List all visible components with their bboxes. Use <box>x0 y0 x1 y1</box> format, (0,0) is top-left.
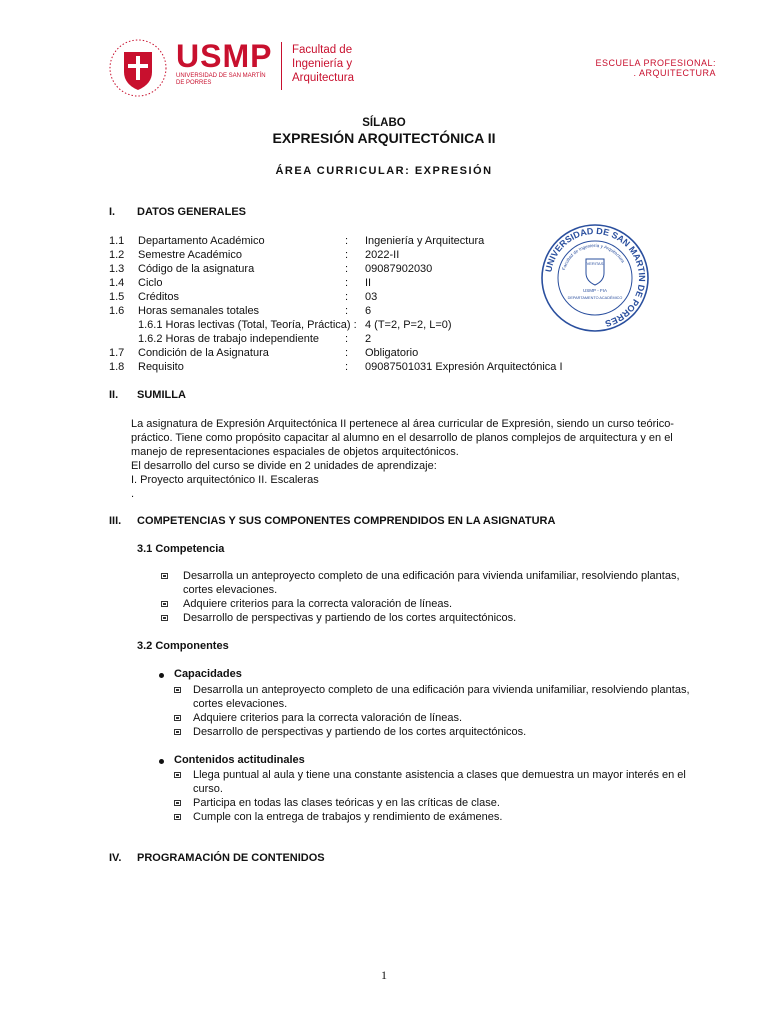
header-divider <box>281 42 282 90</box>
square-bullet-icon <box>174 800 181 806</box>
section-2-title: SUMILLA <box>137 389 186 401</box>
capacidades-heading: Capacidades <box>174 668 242 680</box>
brand-subtitle: UNIVERSIDAD DE SAN MARTÍN DE PORRES <box>176 73 266 86</box>
usmp-shield-logo <box>108 38 168 98</box>
svg-text:UNIVERSIDAD DE SAN MARTIN DE P: UNIVERSIDAD DE SAN MARTIN DE PORRES <box>543 225 648 329</box>
section-1-title: DATOS GENERALES <box>137 206 246 218</box>
square-bullet-icon <box>174 814 181 820</box>
square-bullet-icon <box>161 573 168 579</box>
section-3-title: COMPETENCIAS Y SUS COMPONENTES COMPRENDIDOS EN LA ASIGNATURA <box>137 515 556 527</box>
section-4-title: PROGRAMACIÓN DE CONTENIDOS <box>137 852 325 864</box>
doc-type-title: SÍLABO <box>362 117 406 129</box>
svg-text:Facultad de Ingeniería y Arqui: Facultad de Ingeniería y Arquitectura <box>561 242 626 271</box>
list-item: Adquiere criterios para la correcta valoración de líneas. <box>183 598 453 610</box>
competencia-heading: 3.1 Competencia <box>137 543 225 555</box>
list-item: Adquiere criterios para la correcta valoración de líneas. <box>193 712 463 724</box>
area-title: ÁREA CURRICULAR: EXPRESIÓN <box>275 165 493 177</box>
list-item: Participa en todas las clases teóricas y en las críticas de clase. <box>193 797 500 809</box>
svg-text:DEPARTAMENTO ACADÉMICO: DEPARTAMENTO ACADÉMICO <box>567 296 623 300</box>
list-item: Desarrolla un anteproyecto completo de una edificación para vivienda unifamiliar, resolviendo plantas, cortes elevaciones. <box>183 570 680 596</box>
list-item: Llega puntual al aula y tiene una constante asistencia a clases que demuestra un mayor interés en el curso. <box>193 769 686 795</box>
section-1-number: I. <box>109 206 116 218</box>
actitudinales-heading: Contenidos actitudinales <box>174 754 305 766</box>
svg-text:USMP - FIA: USMP - FIA <box>583 288 607 293</box>
department-seal-stamp <box>540 223 650 333</box>
square-bullet-icon <box>174 687 181 693</box>
sumilla-text: La asignatura de Expresión Arquitectónica II pertenece al área curricular de Expresión, siendo un curso teórico- práctico. Tiene como propósito capacitar al alumno en el desarrollo de planos complejos de arquitectura y en el manejo de representaciones espaciales de objetos arquitectónicos. El desarrollo del curso se divide en 2 unidades de aprendizaje: I. Proyecto arquitectónico II. Escaleras . <box>131 418 674 500</box>
brand-name: USMP <box>176 38 273 74</box>
list-item: Desarrollo de perspectivas y partiendo de los cortes arquitectónicos. <box>183 612 517 624</box>
square-bullet-icon <box>161 615 168 621</box>
page-number: 1 <box>381 968 387 982</box>
section-3-number: III. <box>109 515 122 527</box>
square-bullet-icon <box>174 772 181 778</box>
list-item: Desarrollo de perspectivas y partiendo de los cortes arquitectónicos. <box>193 726 527 738</box>
round-bullet-icon <box>159 673 164 678</box>
square-bullet-icon <box>174 715 181 721</box>
list-item: Cumple con la entrega de trabajos y rendimiento de exámenes. <box>193 811 503 823</box>
faculty-name: Facultad de Ingeniería y Arquitectura <box>292 44 355 84</box>
course-title: EXPRESIÓN ARQUITECTÓNICA II <box>272 130 496 146</box>
section-4-number: IV. <box>109 852 122 864</box>
round-bullet-icon <box>159 759 164 764</box>
componentes-heading: 3.2 Componentes <box>137 640 229 652</box>
section-2-number: II. <box>109 389 119 401</box>
school-label: ESCUELA PROFESIONAL: . ARQUITECTURA <box>595 58 716 78</box>
svg-text:VERITAS: VERITAS <box>586 261 604 266</box>
square-bullet-icon <box>174 729 181 735</box>
square-bullet-icon <box>161 601 168 607</box>
list-item: Desarrolla un anteproyecto completo de una edificación para vivienda unifamiliar, resolviendo plantas, cortes elevaciones. <box>193 684 690 710</box>
